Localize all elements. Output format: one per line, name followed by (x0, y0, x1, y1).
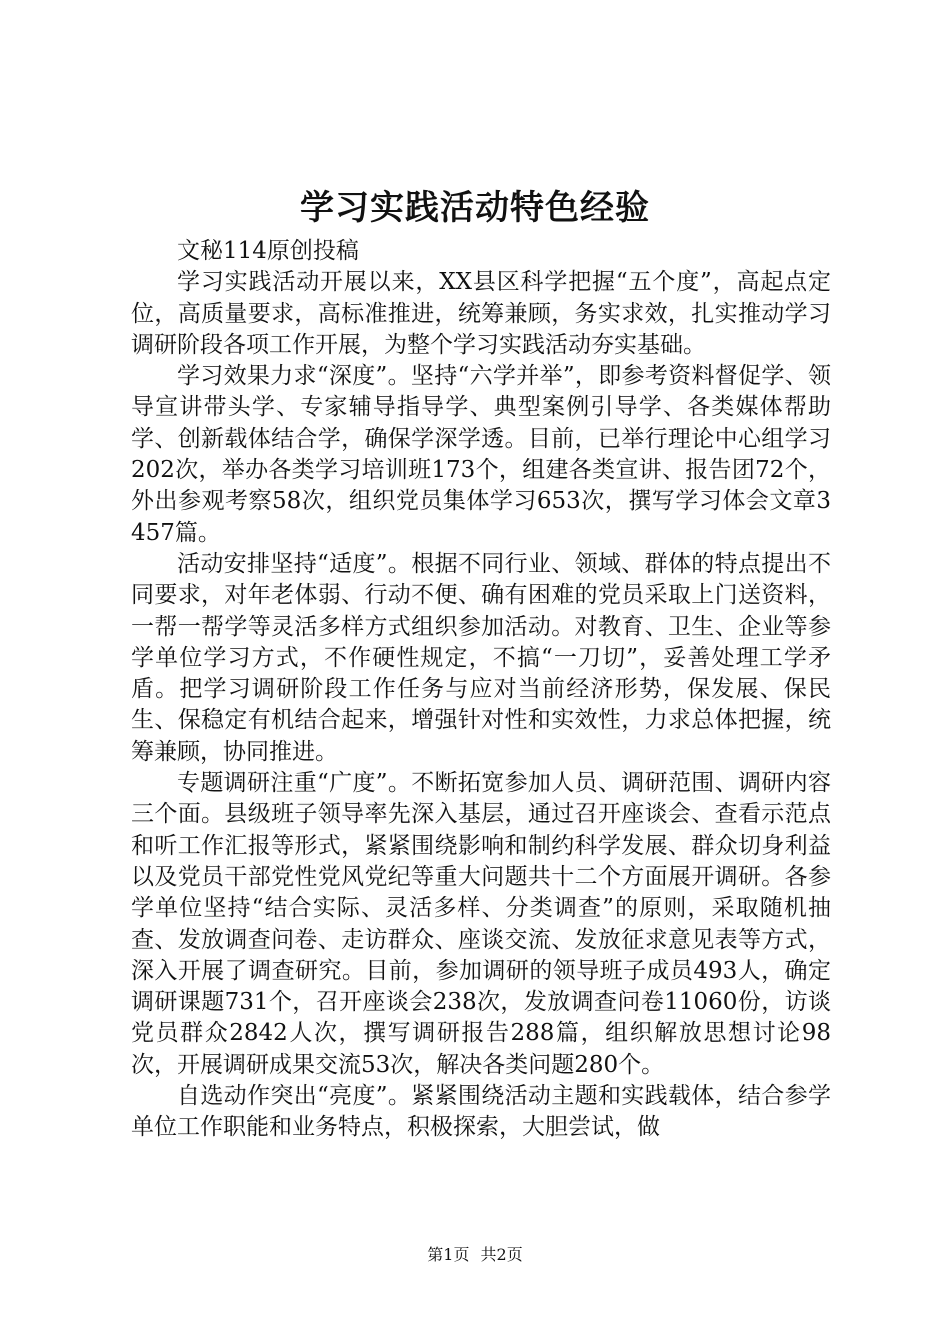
paragraph-intro: 学习实践活动开展以来，XX县区科学把握“五个度”，高起点定位，高质量要求，高标准推进，统筹兼顾，务实求效，扎实推动学习调研阶段各项工作开展，为整个学习实践活动夯实基础。 (131, 269, 831, 358)
byline: 文秘114原创投稿 (177, 238, 359, 264)
page-number: 第1页 (427, 1245, 470, 1264)
page-footer (0, 1243, 950, 1267)
paragraph-breadth: 专题调研注重“广度”。不断拓宽参加人员、调研范围、调研内容三个面。县级班子领导率先深入基层，通过召开座谈会、查看示范点和听工作汇报等形式，紧紧围绕影响和制约科学发展、群众切身利益以及党员干部党性党风党纪等重大问题共十二个方面展开调研。各参学单位坚持“结合实际、灵活多样、分类调查”的原则，采取随机抽查、发放调查问卷、走访群众、座谈交流、发放征求意见表等方式，深入开展了调查研究。目前，参加调研的领导班子成员493人，确定调研课题731个，召开座谈会238次，发放调查问卷11060份，访谈党员群众2842人次，撰写调研报告288篇，组织解放思想讨论98次，开展调研成果交流53次，解决各类问题280个。 (131, 770, 831, 1078)
paragraph-highlight: 自选动作突出“亮度”。紧紧围绕活动主题和实践载体，结合参学单位工作职能和业务特点，积极探索，大胆尝试，做 (131, 1083, 831, 1141)
paragraph-moderation: 活动安排坚持“适度”。根据不同行业、领域、群体的特点提出不同要求，对年老体弱、行动不便、确有困难的党员采取上门送资料，一帮一帮学等灵活多样方式组织参加活动。对教育、卫生、企业等参学单位学习方式，不作硬性规定，不搞“一刀切”，妥善处理工学矛盾。把学习调研阶段工作任务与应对当前经济形势，保发展、保民生、保稳定有机结合起来，增强针对性和实效性，力求总体把握，统筹兼顾，协同推进。 (131, 550, 831, 765)
paragraph-depth: 学习效果力求“深度”。坚持“六学并举”，即参考资料督促学、领导宣讲带头学、专家辅导指导学、典型案例引导学、各类媒体帮助学、创新载体结合学，确保学深学透。目前，已举行理论中心组学习202次，举办各类学习培训班173个，组建各类宣讲、报告团72个，外出参观考察58次，组织党员集体学习653次，撰写学习体会文章3457篇。 (131, 363, 831, 546)
document-body (131, 236, 831, 1144)
document-title: 学习实践活动特色经验 (300, 188, 650, 228)
page-total: 共2页 (480, 1245, 523, 1264)
